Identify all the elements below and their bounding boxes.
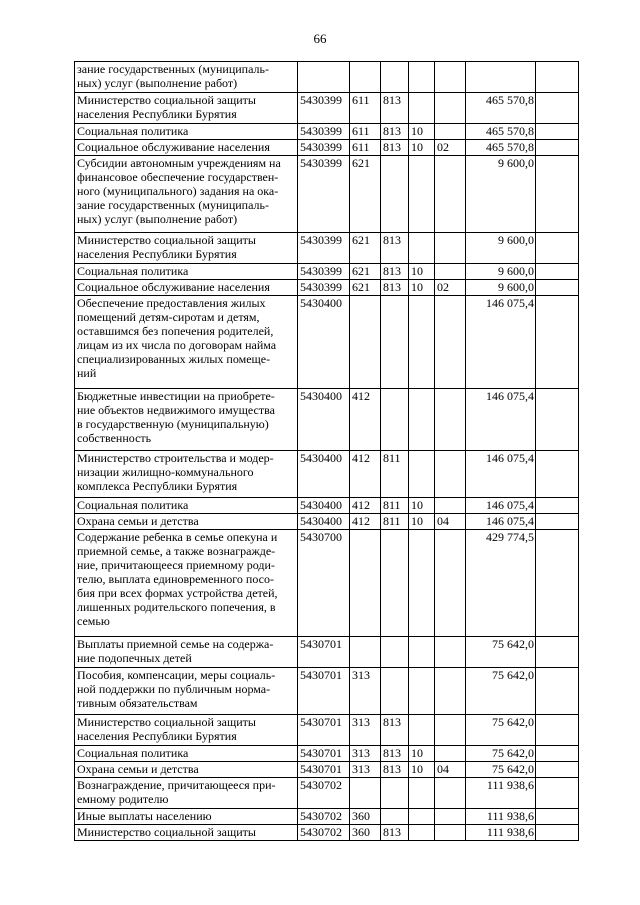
row-section-code: 10 [409, 264, 435, 280]
row-amount: 465 570,8 [466, 124, 536, 140]
row-expense-type: 621 [350, 280, 381, 296]
row-expense-type: 313 [350, 762, 381, 778]
row-amount: 75 642,0 [466, 668, 536, 715]
row-target-code: 5430400 [298, 498, 350, 514]
row-department-code: 811 [381, 498, 409, 514]
row-expense-type [350, 296, 381, 389]
row-target-code: 5430400 [298, 451, 350, 498]
row-expense-type: 313 [350, 746, 381, 762]
row-empty-cell [536, 451, 579, 498]
row-target-code: 5430701 [298, 637, 350, 668]
row-section-code [409, 637, 435, 668]
table-row [75, 140, 579, 156]
row-subsection-code [435, 389, 466, 451]
row-section-code [409, 296, 435, 389]
row-department-code [381, 62, 409, 93]
row-expense-type: 313 [350, 668, 381, 715]
table-row [75, 296, 579, 389]
row-target-code: 5430701 [298, 746, 350, 762]
row-name: Бюджетные инвестиции на приобрете- ние объектов недвижимого имущества в государственную (муниципальную) собственность [75, 389, 298, 451]
row-empty-cell [536, 93, 579, 124]
row-target-code: 5430700 [298, 530, 350, 637]
row-target-code: 5430399 [298, 140, 350, 156]
table-row [75, 514, 579, 530]
row-subsection-code [435, 62, 466, 93]
row-empty-cell [536, 140, 579, 156]
table-row [75, 715, 579, 746]
row-target-code [298, 62, 350, 93]
row-subsection-code [435, 668, 466, 715]
row-section-code: 10 [409, 514, 435, 530]
row-amount: 111 938,6 [466, 809, 536, 825]
row-subsection-code [435, 156, 466, 233]
table-row [75, 124, 579, 140]
row-amount: 146 075,4 [466, 451, 536, 498]
row-name: Министерство социальной защиты населения Республики Бурятия [75, 715, 298, 746]
row-amount: 9 600,0 [466, 233, 536, 264]
row-name: Социальное обслуживание населения [75, 140, 298, 156]
row-subsection-code: 02 [435, 140, 466, 156]
row-section-code: 10 [409, 498, 435, 514]
row-target-code: 5430399 [298, 280, 350, 296]
row-empty-cell [536, 156, 579, 233]
row-amount: 111 938,6 [466, 778, 536, 809]
row-name: Содержание ребенка в семье опекуна и приемной семье, а также вознагражде- ние, причитающееся приемному роди- телю, выплата единовременного посо- бия при всех формах устройства детей, лишенных родительского попечения, в семью [75, 530, 298, 637]
row-department-code: 813 [381, 264, 409, 280]
row-department-code [381, 389, 409, 451]
row-expense-type: 611 [350, 124, 381, 140]
row-department-code: 813 [381, 93, 409, 124]
row-department-code: 811 [381, 514, 409, 530]
row-subsection-code [435, 296, 466, 389]
row-name: Вознаграждение, причитающееся при- емному родителю [75, 778, 298, 809]
row-subsection-code [435, 124, 466, 140]
row-amount: 465 570,8 [466, 140, 536, 156]
row-amount: 75 642,0 [466, 762, 536, 778]
row-target-code: 5430701 [298, 715, 350, 746]
row-target-code: 5430701 [298, 762, 350, 778]
row-amount: 146 075,4 [466, 498, 536, 514]
row-subsection-code [435, 825, 466, 841]
row-department-code [381, 637, 409, 668]
row-subsection-code: 04 [435, 514, 466, 530]
row-empty-cell [536, 514, 579, 530]
table-row [75, 762, 579, 778]
row-subsection-code [435, 778, 466, 809]
row-subsection-code: 04 [435, 762, 466, 778]
row-expense-type: 621 [350, 156, 381, 233]
row-empty-cell [536, 233, 579, 264]
row-empty-cell [536, 715, 579, 746]
row-section-code [409, 668, 435, 715]
row-expense-type: 360 [350, 825, 381, 841]
row-section-code [409, 233, 435, 264]
row-section-code [409, 451, 435, 498]
row-target-code: 5430399 [298, 93, 350, 124]
table-row [75, 93, 579, 124]
row-expense-type: 412 [350, 451, 381, 498]
row-subsection-code [435, 637, 466, 668]
table-row [75, 809, 579, 825]
table-row [75, 668, 579, 715]
row-amount: 146 075,4 [466, 389, 536, 451]
page-number: 66 [313, 31, 327, 46]
table-row [75, 637, 579, 668]
row-empty-cell [536, 637, 579, 668]
table-row [75, 451, 579, 498]
row-department-code [381, 809, 409, 825]
row-department-code: 813 [381, 233, 409, 264]
row-amount: 75 642,0 [466, 715, 536, 746]
row-expense-type: 412 [350, 514, 381, 530]
row-subsection-code [435, 498, 466, 514]
table-row [75, 778, 579, 809]
row-subsection-code [435, 809, 466, 825]
row-name: Социальная политика [75, 498, 298, 514]
row-section-code [409, 715, 435, 746]
table-row [75, 264, 579, 280]
table-row [75, 746, 579, 762]
row-subsection-code [435, 233, 466, 264]
row-empty-cell [536, 264, 579, 280]
row-empty-cell [536, 762, 579, 778]
row-amount: 146 075,4 [466, 514, 536, 530]
table-row [75, 389, 579, 451]
row-department-code: 813 [381, 825, 409, 841]
row-target-code: 5430702 [298, 825, 350, 841]
row-department-code: 813 [381, 280, 409, 296]
row-empty-cell [536, 746, 579, 762]
row-name: Социальная политика [75, 124, 298, 140]
row-name: Министерство социальной защиты [75, 825, 298, 841]
row-subsection-code [435, 715, 466, 746]
row-department-code: 811 [381, 451, 409, 498]
row-department-code [381, 156, 409, 233]
row-subsection-code [435, 530, 466, 637]
row-empty-cell [536, 668, 579, 715]
row-empty-cell [536, 62, 579, 93]
row-empty-cell [536, 280, 579, 296]
row-name: Иные выплаты населению [75, 809, 298, 825]
row-expense-type: 611 [350, 140, 381, 156]
row-empty-cell [536, 778, 579, 809]
row-section-code [409, 62, 435, 93]
row-target-code: 5430400 [298, 389, 350, 451]
row-amount: 111 938,6 [466, 825, 536, 841]
row-expense-type: 412 [350, 498, 381, 514]
row-target-code: 5430400 [298, 296, 350, 389]
row-amount: 465 570,8 [466, 93, 536, 124]
row-name: Социальная политика [75, 746, 298, 762]
table-body [75, 62, 579, 841]
row-name: Министерство социальной защиты населения Республики Бурятия [75, 233, 298, 264]
row-expense-type [350, 637, 381, 668]
row-name: Охрана семьи и детства [75, 514, 298, 530]
table-row [75, 233, 579, 264]
row-amount: 75 642,0 [466, 637, 536, 668]
row-amount: 146 075,4 [466, 296, 536, 389]
row-name: Субсидии автономным учреждениям на финансовое обеспечение государствен- ного (муниципального) задания на ока- зание государственных (муниципаль- ных) услуг (выполнение работ) [75, 156, 298, 233]
table-row [75, 530, 579, 637]
row-name: Министерство строительства и модер- низации жилищно-коммунального комплекса Республики Бурятия [75, 451, 298, 498]
row-amount: 429 774,5 [466, 530, 536, 637]
row-department-code: 813 [381, 140, 409, 156]
row-name: Социальное обслуживание населения [75, 280, 298, 296]
row-expense-type: 313 [350, 715, 381, 746]
row-name: зание государственных (муниципаль- ных) услуг (выполнение работ) [75, 62, 298, 93]
row-target-code: 5430400 [298, 514, 350, 530]
row-section-code [409, 156, 435, 233]
row-name: Охрана семьи и детства [75, 762, 298, 778]
row-department-code: 813 [381, 124, 409, 140]
row-name: Выплаты приемной семье на содержа- ние подопечных детей [75, 637, 298, 668]
table-row [75, 280, 579, 296]
row-department-code: 813 [381, 762, 409, 778]
row-target-code: 5430399 [298, 233, 350, 264]
row-expense-type [350, 530, 381, 637]
row-name: Пособия, компенсации, меры социаль- ной поддержки по публичным норма- тивным обязательствам [75, 668, 298, 715]
table-row [75, 62, 579, 93]
row-amount: 9 600,0 [466, 264, 536, 280]
row-subsection-code: 02 [435, 280, 466, 296]
row-section-code [409, 778, 435, 809]
row-amount [466, 62, 536, 93]
row-section-code: 10 [409, 746, 435, 762]
row-department-code [381, 296, 409, 389]
row-target-code: 5430702 [298, 778, 350, 809]
row-section-code [409, 530, 435, 637]
row-expense-type: 412 [350, 389, 381, 451]
row-section-code [409, 809, 435, 825]
row-amount: 75 642,0 [466, 746, 536, 762]
row-department-code [381, 778, 409, 809]
row-empty-cell [536, 296, 579, 389]
row-section-code [409, 389, 435, 451]
row-name: Министерство социальной защиты населения Республики Бурятия [75, 93, 298, 124]
row-empty-cell [536, 498, 579, 514]
budget-table [74, 61, 579, 841]
row-department-code [381, 530, 409, 637]
row-subsection-code [435, 451, 466, 498]
row-expense-type: 360 [350, 809, 381, 825]
table-row [75, 825, 579, 841]
row-target-code: 5430702 [298, 809, 350, 825]
row-expense-type: 621 [350, 264, 381, 280]
row-empty-cell [536, 825, 579, 841]
row-empty-cell [536, 389, 579, 451]
table-row [75, 498, 579, 514]
row-empty-cell [536, 124, 579, 140]
row-target-code: 5430399 [298, 264, 350, 280]
row-subsection-code [435, 264, 466, 280]
row-amount: 9 600,0 [466, 280, 536, 296]
row-subsection-code [435, 93, 466, 124]
row-section-code: 10 [409, 124, 435, 140]
row-name: Обеспечение предоставления жилых помещений детям-сиротам и детям, оставшимся без попечения родителей, лицам из их числа по договорам найма специализированных жилых помеще- ний [75, 296, 298, 389]
row-section-code: 10 [409, 280, 435, 296]
row-target-code: 5430701 [298, 668, 350, 715]
table-row [75, 156, 579, 233]
row-empty-cell [536, 809, 579, 825]
row-department-code: 813 [381, 746, 409, 762]
row-empty-cell [536, 530, 579, 637]
row-department-code: 813 [381, 715, 409, 746]
row-section-code: 10 [409, 762, 435, 778]
row-expense-type: 611 [350, 93, 381, 124]
row-section-code: 10 [409, 140, 435, 156]
row-department-code [381, 668, 409, 715]
row-expense-type: 621 [350, 233, 381, 264]
row-amount: 9 600,0 [466, 156, 536, 233]
row-target-code: 5430399 [298, 124, 350, 140]
row-name: Социальная политика [75, 264, 298, 280]
row-subsection-code [435, 746, 466, 762]
row-expense-type [350, 62, 381, 93]
row-target-code: 5430399 [298, 156, 350, 233]
row-section-code [409, 93, 435, 124]
row-section-code [409, 825, 435, 841]
row-expense-type [350, 778, 381, 809]
